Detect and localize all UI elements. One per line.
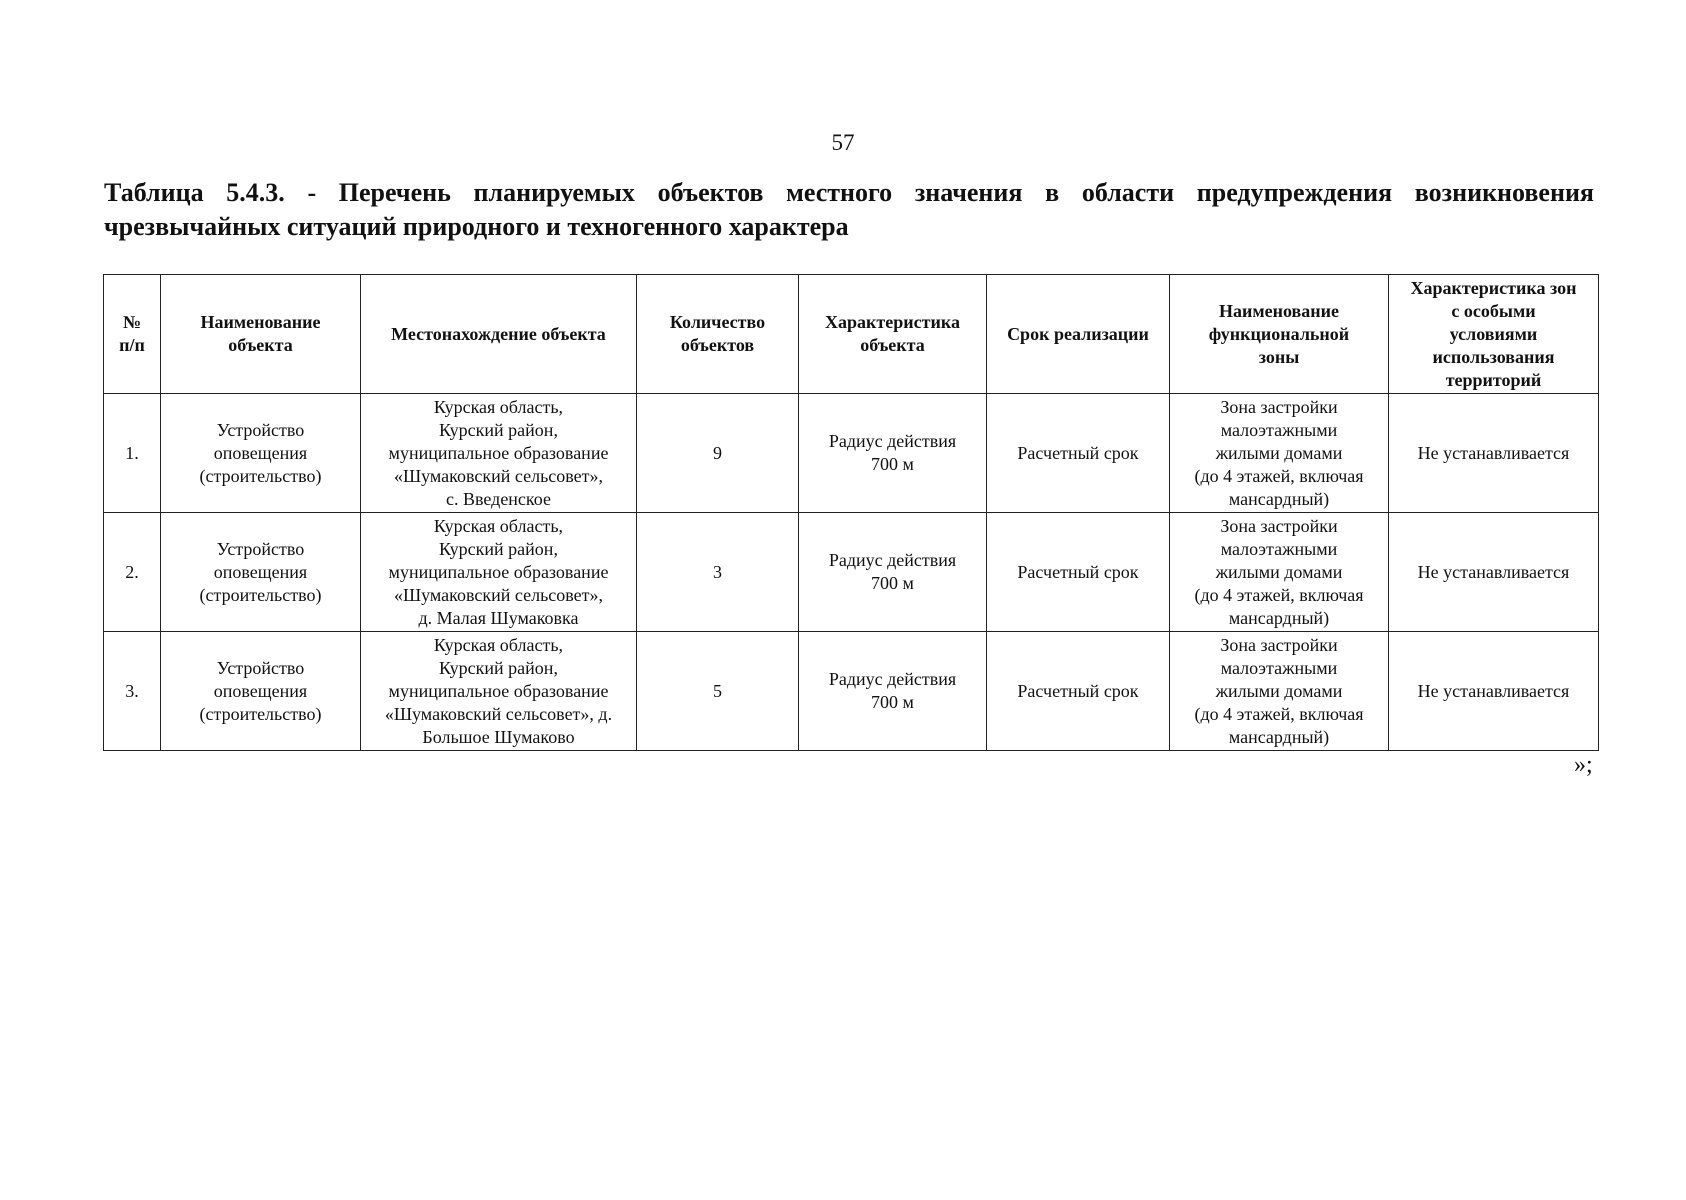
closing-quote-mark: »; <box>1574 752 1593 778</box>
cell-object-name: Устройство оповещения (строительство) <box>161 394 361 513</box>
header-number: № п/п <box>104 275 161 394</box>
table-header-row <box>104 275 1599 394</box>
cell-term: Расчетный срок <box>987 394 1170 513</box>
cell-zone-restrictions: Не устанавливается <box>1389 632 1599 751</box>
header-count: Количество объектов <box>637 275 799 394</box>
cell-zone-restrictions: Не устанавливается <box>1389 394 1599 513</box>
cell-term: Расчетный срок <box>987 513 1170 632</box>
cell-count: 5 <box>637 632 799 751</box>
table-title: Таблица 5.4.3. - Перечень планируемых объектов местного значения в области предупреждения возникновения чрезвычайных ситуаций природного и техногенного характера <box>104 178 1594 241</box>
cell-number: 2. <box>104 513 161 632</box>
cell-characteristic: Радиус действия 700 м <box>799 394 987 513</box>
cell-zone-restrictions: Не устанавливается <box>1389 513 1599 632</box>
header-zone-restrictions: Характеристика зон с особыми условиями использования территорий <box>1389 275 1599 394</box>
cell-characteristic: Радиус действия 700 м <box>799 632 987 751</box>
table-row <box>104 632 1599 751</box>
cell-object-name: Устройство оповещения (строительство) <box>161 513 361 632</box>
header-functional-zone: Наименование функциональной зоны <box>1170 275 1389 394</box>
cell-location: Курская область, Курский район, муниципальное образование «Шумаковский сельсовет», д. Малая Шумаковка <box>361 513 637 632</box>
header-location: Местонахождение объекта <box>361 275 637 394</box>
cell-location: Курская область, Курский район, муниципальное образование «Шумаковский сельсовет», д. Большое Шумаково <box>361 632 637 751</box>
cell-functional-zone: Зона застройки малоэтажными жилыми домами (до 4 этажей, включая мансардный) <box>1170 394 1389 513</box>
cell-characteristic: Радиус действия 700 м <box>799 513 987 632</box>
cell-functional-zone: Зона застройки малоэтажными жилыми домами (до 4 этажей, включая мансардный) <box>1170 632 1389 751</box>
cell-number: 1. <box>104 394 161 513</box>
table-row <box>104 394 1599 513</box>
header-term: Срок реализации <box>987 275 1170 394</box>
header-object-name: Наименование объекта <box>161 275 361 394</box>
cell-count: 9 <box>637 394 799 513</box>
cell-term: Расчетный срок <box>987 632 1170 751</box>
header-characteristic: Характеристика объекта <box>799 275 987 394</box>
page-number: 57 <box>831 130 855 155</box>
cell-count: 3 <box>637 513 799 632</box>
cell-location: Курская область, Курский район, муниципальное образование «Шумаковский сельсовет», с. Введенское <box>361 394 637 513</box>
objects-table <box>103 274 1599 751</box>
cell-functional-zone: Зона застройки малоэтажными жилыми домами (до 4 этажей, включая мансардный) <box>1170 513 1389 632</box>
table-row <box>104 513 1599 632</box>
cell-number: 3. <box>104 632 161 751</box>
cell-object-name: Устройство оповещения (строительство) <box>161 632 361 751</box>
